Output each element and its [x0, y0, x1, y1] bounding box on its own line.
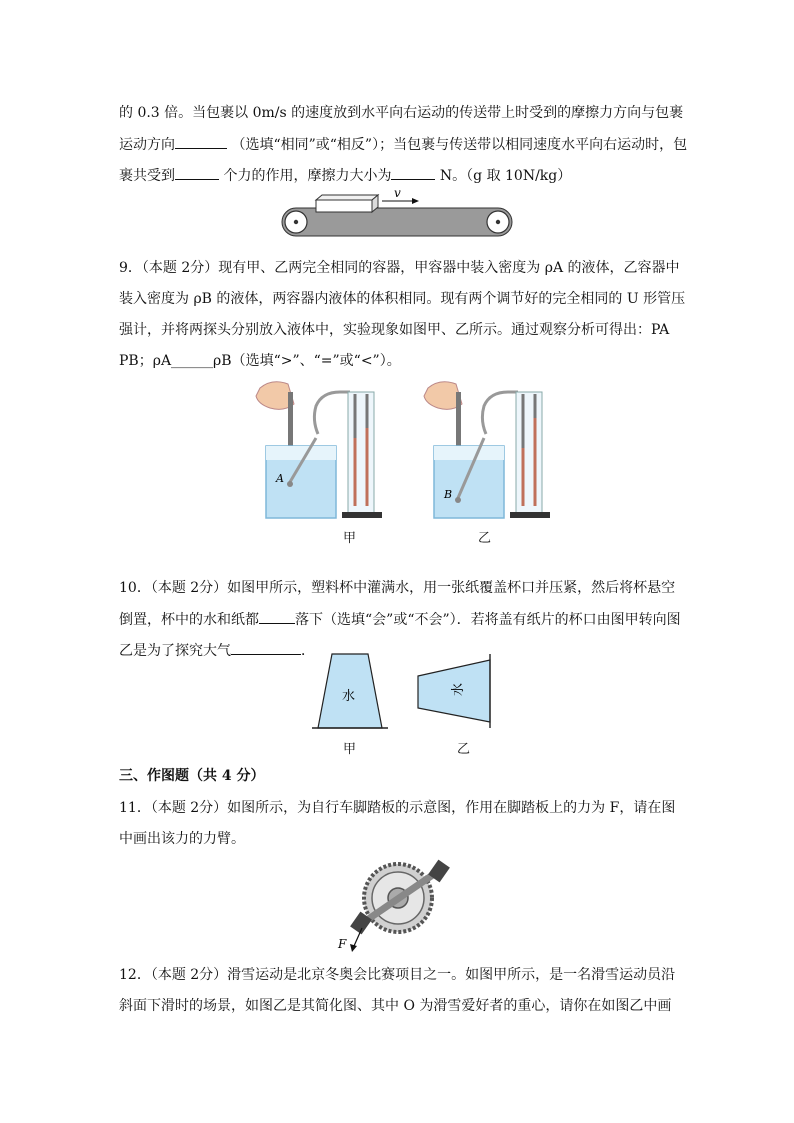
velocity-label: v [394, 186, 401, 200]
q8-line-2 [119, 134, 687, 155]
probe-b-label: B [444, 488, 453, 501]
conveyor-belt-figure [282, 188, 512, 252]
q8-line-3b: 个力的作用，摩擦力大小为 [223, 168, 392, 184]
q10-caption-jia: 甲 [343, 742, 357, 757]
q8-line-3c: N。（g 取 10N/kg） [439, 168, 572, 184]
q8-line-3a: 裹共受到 [119, 168, 175, 184]
force-label: F [338, 937, 347, 951]
q11-line-1: 11．（本题 2分）如图所示，为自行车脚踏板的示意图，作用在脚踏板上的力为 F，请在图 [119, 800, 676, 816]
q10-line-2 [119, 609, 681, 630]
q8-line-1: 的 0.3 倍。当包裹以 0m/s 的速度放到水平向右运动的传送带上时受到的摩擦力方向与包裹 [119, 105, 684, 121]
pressure-gauge-figure-yi [412, 378, 562, 523]
q8-line-3 [119, 165, 571, 186]
section-3-title: 三、作图题（共 4 分） [119, 768, 265, 784]
q8-blank-2[interactable] [175, 165, 219, 180]
cup-figure-yi [414, 650, 494, 732]
water-label-jia: 水 [342, 689, 356, 704]
q10-line-3b: ． [301, 643, 315, 659]
water-label-yi: 水 [451, 682, 466, 696]
q9-caption-jia: 甲 [343, 531, 357, 546]
q10-caption-yi: 乙 [457, 742, 471, 757]
q9-line-1: 9．（本题 2分）现有甲、乙两完全相同的容器，甲容器中装入密度为 ρA 的液体，乙容器中 [119, 260, 680, 276]
q12-line-2: 斜面下滑时的场景，如图乙是其简化图、其中 O 为滑雪爱好者的重心，请你在如图乙中画 [119, 998, 672, 1014]
probe-a-label: A [276, 472, 284, 485]
q10-line-1: 10．（本题 2分）如图甲所示，塑料杯中灌满水，用一张纸覆盖杯口并压紧，然后将杯悬空 [119, 580, 676, 596]
q10-line-2a: 倒置，杯中的水和纸都 [119, 612, 259, 628]
q10-line-2b: 落下（选填“会”或“不会”）．若将盖有纸片的杯口由图甲转向图 [295, 612, 681, 628]
bicycle-pedal-figure [336, 856, 464, 956]
q12-line-1: 12．（本题 2分）滑雪运动是北京冬奥会比赛项目之一。如图甲所示，是一名滑雪运动员沿 [119, 967, 676, 983]
cup-figure-jia [312, 650, 388, 732]
pressure-gauge-figure-jia [244, 378, 394, 523]
q8-line-2b: （选填“相同”或“相反”）；当包裹与传送带以相同速度水平向右运动时，包 [231, 137, 688, 153]
q10-blank-1[interactable] [259, 609, 295, 624]
q9-line-2: 装入密度为 ρB 的液体，两容器内液体的体积相同。现有两个调节好的完全相同的 U 形管压 [119, 291, 686, 307]
q9-line-4: PB；ρA______ρB（选填“>”、“=”或“<”）。 [119, 353, 401, 369]
q8-blank-3[interactable] [391, 165, 435, 180]
q9-line-3: 强计，并将两探头分别放入液体中，实验现象如图甲、乙所示。通过观察分析可得出：PA [119, 322, 670, 338]
q8-line-2a: 运动方向 [119, 137, 175, 153]
q11-line-2: 中画出该力的力臂。 [119, 831, 245, 847]
q10-line-3 [119, 640, 315, 661]
q9-caption-yi: 乙 [478, 531, 492, 546]
package-box [316, 200, 372, 212]
q10-blank-2[interactable] [231, 640, 301, 655]
q8-blank-1[interactable] [175, 134, 227, 149]
q10-line-3a: 乙是为了探究大气 [119, 643, 231, 659]
